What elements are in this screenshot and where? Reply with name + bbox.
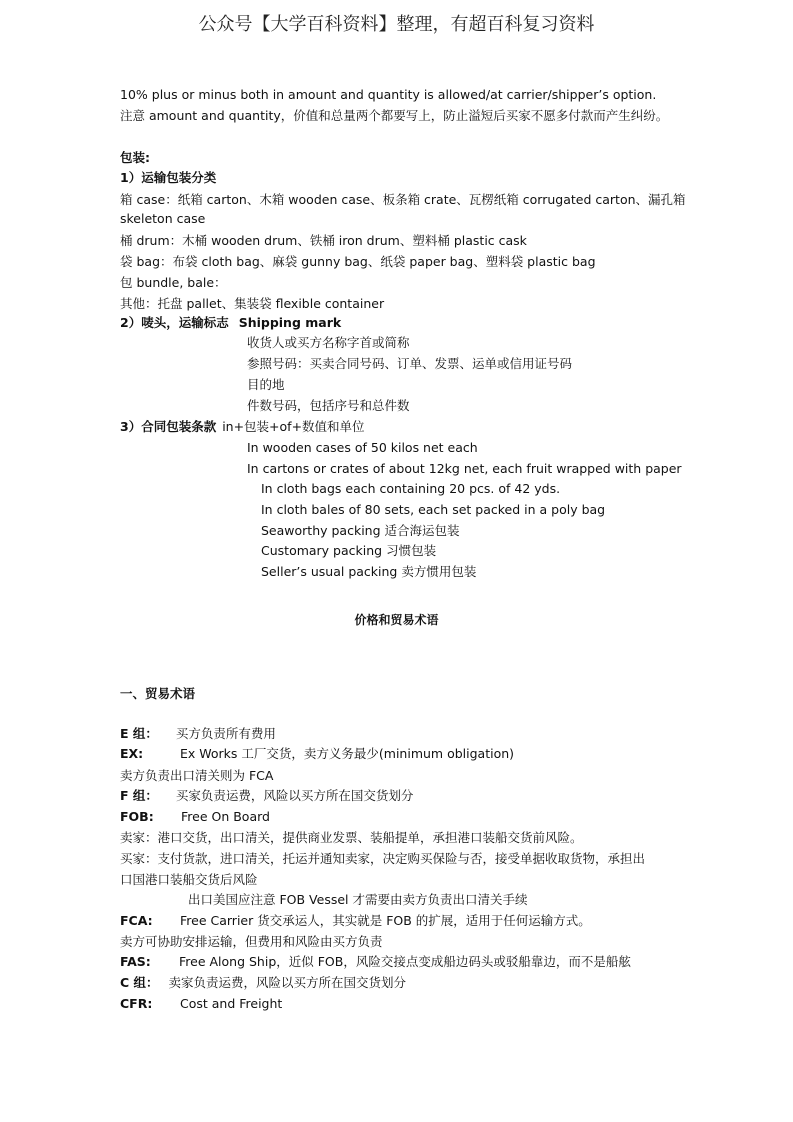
fob-line <box>120 809 270 825</box>
ex-label: EX: <box>120 746 144 761</box>
section-3-heading: 3）合同包装条款 <box>120 419 217 434</box>
trade-terms-heading: 一、贸易术语 <box>120 686 196 701</box>
packing-section-3 <box>120 419 365 435</box>
f-group-line <box>120 788 413 804</box>
c-group-text: 卖家负责运费，风险以买方所在国交货划分 <box>168 975 407 990</box>
fob-label: FOB: <box>120 809 154 824</box>
cfr-label: CFR: <box>120 996 153 1011</box>
e-group-line <box>120 726 276 742</box>
f-group-text: 买家负责运费，风险以买方所在国交货划分 <box>175 788 414 803</box>
fas-line <box>120 954 631 970</box>
mark-item: 参照号码：买卖合同号码、订单、发票、运单或信用证号码 <box>247 356 573 371</box>
mark-item: 收货人或买方名称字首或简称 <box>247 335 410 350</box>
clause-example: In cartons or crates of about 12kg net, each fruit wrapped with paper <box>247 461 682 476</box>
intro-line-1: 10% plus or minus both in amount and quantity is allowed/at carrier/shipper’s option. <box>120 87 657 102</box>
packing-section-1-heading: 1）运输包装分类 <box>120 170 217 185</box>
clause-example: Customary packing 习惯包装 <box>261 543 437 558</box>
section-2-heading: 2）唛头，运输标志 <box>120 315 229 330</box>
e-group-label: E 组： <box>120 726 158 741</box>
fca-text: Free Carrier 货交承运人，其实就是 FOB 的扩展，适用于任何运输方式。 <box>180 913 591 928</box>
case-line-2: skeleton case <box>120 211 206 226</box>
c-group-line <box>120 975 406 991</box>
ex-line <box>120 746 514 762</box>
intro-line-2: 注意 amount and quantity，价值和总量两个都要写上，防止溢短后买家不愿多付款而产生纠纷。 <box>120 108 669 123</box>
fob-text: Free On Board <box>181 809 270 824</box>
fca-label: FCA: <box>120 913 153 928</box>
fas-text: Free Along Ship，近似 FOB，风险交接点变成船边码头或驳船靠边，而不是船舷 <box>179 954 631 969</box>
fob-note: 出口美国应注意 FOB Vessel 才需要由卖方负责出口清关手续 <box>188 892 528 907</box>
mark-item: 目的地 <box>247 377 285 392</box>
fob-buyer-1: 买家：支付货款，进口清关，托运并通知卖家，决定购买保险与否，接受单据收取货物，承担出 <box>120 851 646 866</box>
clause-formula: in+包装+of+数值和单位 <box>222 419 365 434</box>
fob-buyer-2: 口国港口装船交货后风险 <box>120 872 258 887</box>
mark-item: 件数号码，包括序号和总件数 <box>247 398 410 413</box>
cfr-text: Cost and Freight <box>180 996 283 1011</box>
clause-example: In wooden cases of 50 kilos net each <box>247 440 478 455</box>
packing-section-2 <box>120 315 341 331</box>
bundle-line: 包 bundle, bale： <box>120 275 227 290</box>
cfr-line <box>120 996 282 1012</box>
case-line-1: 箱 case：纸箱 carton、木箱 wooden case、板条箱 crate、瓦楞纸箱 corrugated carton、漏孔箱 <box>120 192 686 207</box>
fca-note: 卖方可协助安排运输，但费用和风险由买方负责 <box>120 934 383 949</box>
bag-line: 袋 bag：布袋 cloth bag、麻袋 gunny bag、纸袋 paper bag、塑料袋 plastic bag <box>120 254 596 269</box>
f-group-label: F 组： <box>120 788 158 803</box>
page-header: 公众号【大学百科资料】整理，有超百科复习资料 <box>198 14 595 35</box>
drum-line: 桶 drum：木桶 wooden drum、铁桶 iron drum、塑料桶 plastic cask <box>120 233 527 248</box>
fca-line <box>120 913 591 929</box>
packing-heading: 包装: <box>120 150 150 165</box>
shipping-mark-term: Shipping mark <box>238 315 342 330</box>
other-line: 其他：托盘 pallet、集装袋 flexible container <box>120 296 385 311</box>
fob-seller: 卖家：港口交货，出口清关，提供商业发票、装船提单，承担港口装船交货前风险。 <box>120 830 583 845</box>
fas-label: FAS: <box>120 954 151 969</box>
clause-example: Seller’s usual packing 卖方惯用包装 <box>261 564 477 579</box>
ex-text: Ex Works 工厂交货，卖方义务最少(minimum obligation) <box>180 746 515 761</box>
c-group-label: C 组： <box>120 975 159 990</box>
price-section-title: 价格和贸易术语 <box>354 613 439 627</box>
e-group-text: 买方负责所有费用 <box>175 726 276 741</box>
ex-note: 卖方负责出口清关则为 FCA <box>120 768 274 783</box>
clause-example: Seaworthy packing 适合海运包装 <box>261 523 460 538</box>
clause-example: In cloth bales of 80 sets, each set packed in a poly bag <box>261 502 606 517</box>
clause-example: In cloth bags each containing 20 pcs. of 42 yds. <box>261 481 561 496</box>
